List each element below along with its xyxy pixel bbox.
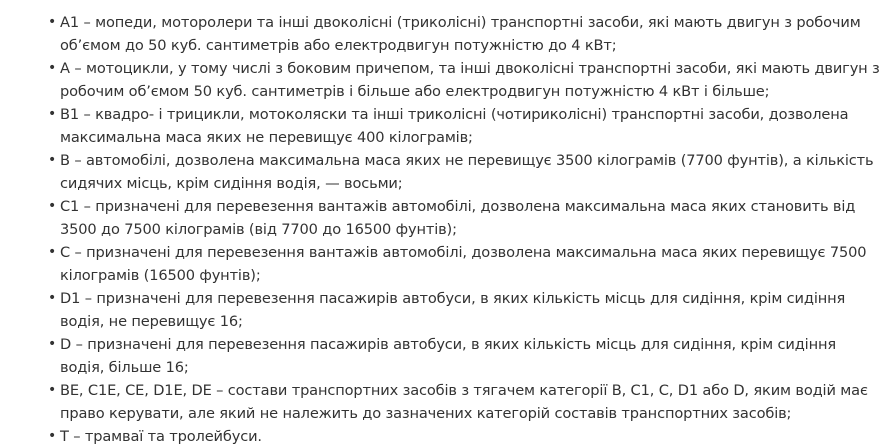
list-item-b1: [48, 103, 890, 149]
bullet-icon: •: [48, 428, 57, 444]
list-item-c: [48, 241, 890, 287]
bullet-icon: •: [48, 106, 57, 122]
bullet-icon: •: [48, 290, 57, 306]
list-item-text: B1 – квадро- і трицикли, мотоколяски та інші триколісні (чотириколісні) транспортні засоби, дозволена максимальна маса яких не перевищує 400 кілограмів;: [60, 106, 849, 146]
license-category-list: [0, 11, 890, 448]
list-item-text: C1 – призначені для перевезення вантажів автомобілі, дозволена максимальна маса яких становить від 3500 до 7500 кілограмів (від 7700 до 16500 фунтів);: [60, 198, 856, 238]
list-item-c1: [48, 195, 890, 241]
bullet-icon: •: [48, 244, 57, 260]
list-item-text: T – трамваї та тролейбуси.: [60, 428, 262, 445]
list-item-d: [48, 333, 890, 379]
bullet-icon: •: [48, 60, 57, 76]
list-item-t: [48, 425, 890, 448]
bullet-icon: •: [48, 152, 57, 168]
list-item-b: [48, 149, 890, 195]
list-item-a: [48, 57, 890, 103]
list-item-d1: [48, 287, 890, 333]
list-item-text: B – автомобілі, дозволена максимальна маса яких не перевищує 3500 кілограмів (7700 фунтів), а кількість сидячих місць, крім сидіння водія, — восьми;: [60, 152, 874, 192]
bullet-icon: •: [48, 14, 57, 30]
bullet-icon: •: [48, 382, 57, 398]
bullet-icon: •: [48, 336, 57, 352]
list-item-text: A1 – мопеди, моторолери та інші двоколісні (триколісні) транспортні засоби, які мають двигун з робочим об’ємом до 50 куб. сантиметрів або електродвигун потужністю до 4 кВт;: [60, 14, 861, 54]
list-item-combinations: [48, 379, 890, 425]
list-item-text: D1 – призначені для перевезення пасажирів автобуси, в яких кількість місць для сидіння, крім сидіння водія, не перевищує 16;: [60, 290, 846, 330]
list-item-text: C – призначені для перевезення вантажів автомобілі, дозволена максимальна маса яких перевищує 7500 кілограмів (16500 фунтів);: [60, 244, 867, 284]
list-item-a1: [48, 11, 890, 57]
bullet-icon: •: [48, 198, 57, 214]
list-item-text: D – призначені для перевезення пасажирів автобуси, в яких кількість місць для сидіння, крім сидіння водія, більше 16;: [60, 336, 836, 376]
list-item-text: A – мотоцикли, у тому числі з боковим причепом, та інші двоколісні транспортні засоби, які мають двигун з робочим об’ємом 50 куб. сантиметрів і більше або електродвигун потужністю 4 кВт і більше;: [60, 60, 880, 100]
list-item-text: BE, C1E, CE, D1E, DE – состави транспортних засобів з тягачем категорії B, C1, C, D1 або D, яким водій має право керувати, але який не належить до зазначених категорій составів транспортних засобів;: [60, 382, 868, 422]
document-content: [0, 11, 890, 448]
